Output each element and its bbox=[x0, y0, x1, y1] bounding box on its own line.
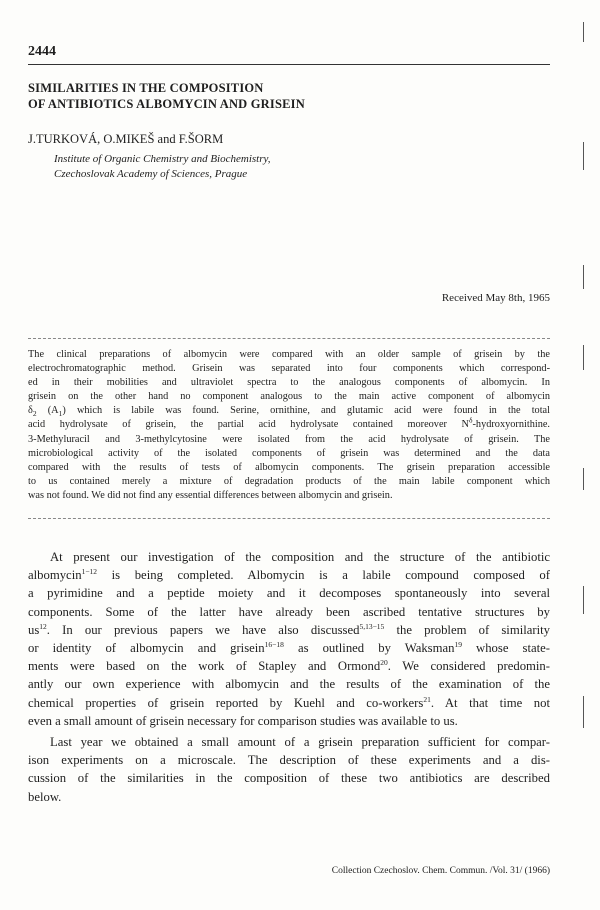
abstract-line: compared with the results of tests of albomycin components. The grisein preparation accessible bbox=[28, 461, 550, 473]
body-line bbox=[28, 621, 550, 639]
text-span: . In our previous papers we have also discussed bbox=[46, 622, 360, 637]
affiliation-line-1: Institute of Organic Chemistry and Biochemistry, bbox=[54, 153, 271, 165]
body-line: a pyrimidine and a peptide moiety and it decomposes spontaneously into several bbox=[28, 586, 550, 601]
page-number: 2444 bbox=[28, 44, 56, 59]
scan-margin-mark bbox=[583, 22, 584, 42]
text-span: ments were based on the work of Stapley and Ormond bbox=[28, 659, 381, 674]
citation: 19 bbox=[454, 639, 462, 649]
header-rule bbox=[28, 64, 550, 65]
citation: 12 bbox=[39, 621, 47, 631]
scan-margin-mark bbox=[583, 142, 584, 170]
text-span: ) which is labile was found. Serine, ornithine, and glutamic acid were found in the total bbox=[62, 405, 550, 417]
subscript: 2 bbox=[32, 409, 37, 419]
abstract-top-rule bbox=[28, 338, 550, 339]
body-line: even a small amount of grisein necessary for comparison studies was available to us. bbox=[28, 713, 458, 728]
superscript: δ bbox=[468, 416, 473, 426]
text-span: or identity of albomycin and grisein bbox=[28, 641, 265, 656]
abstract-line: 3-Methyluracil and 3-methylcytosine were isolated from the acid hydrolysate of grisein. The bbox=[28, 433, 550, 445]
citation: 20 bbox=[380, 657, 388, 667]
text-span: the problem of similarity bbox=[384, 622, 550, 637]
delta-symbol: δ bbox=[28, 405, 33, 417]
body-line bbox=[28, 694, 550, 712]
text-span: whose state- bbox=[461, 641, 550, 656]
text-span: . We considered predomin- bbox=[387, 659, 550, 674]
body-line: Last year we obtained a small amount of a grisein preparation sufficient for compar- bbox=[50, 735, 550, 750]
affiliation-line-2: Czechoslovak Academy of Sciences, Prague bbox=[54, 168, 248, 180]
text-span: us bbox=[28, 622, 40, 637]
body-line: antly our own experience with albomycin and the results of the examination of the bbox=[28, 677, 550, 692]
body-line bbox=[28, 639, 550, 657]
abstract-line bbox=[28, 418, 550, 432]
abstract-line: was not found. We did not find any essential differences between albomycin and grisein. bbox=[28, 489, 393, 501]
abstract-line: to us contained merely a mixture of degradation products of the main labile component which bbox=[28, 475, 550, 487]
body-line: below. bbox=[28, 789, 62, 804]
title-line-1: SIMILARITIES IN THE COMPOSITION bbox=[28, 81, 264, 95]
body-line: components. Some of the latter have already been ascribed tentative structures by bbox=[28, 604, 550, 619]
text-span: chemical properties of grisein reported by Kuehl and co-workers bbox=[28, 695, 424, 710]
body-line: ison experiments on a microscale. The description of these experiments and a dis- bbox=[28, 753, 550, 768]
abstract-line: microbiological activity of the isolated components of grisein was determined and the data bbox=[28, 447, 550, 459]
body-line: At present our investigation of the composition and the structure of the antibiotic bbox=[50, 550, 550, 564]
citation: 21 bbox=[423, 694, 431, 704]
scan-margin-mark bbox=[583, 586, 584, 614]
subscript: 1 bbox=[58, 409, 63, 419]
abstract-line: ed in their mobilities and ultraviolet spectra to the analogous components of albomycin. In bbox=[28, 377, 550, 389]
abstract-bottom-rule bbox=[28, 518, 550, 519]
body-text bbox=[28, 548, 550, 806]
journal-footer: Collection Czechoslov. Chem. Commun. /Vol. 31/ (1966) bbox=[331, 866, 550, 876]
citation: 1−12 bbox=[81, 566, 98, 576]
article-title bbox=[28, 80, 548, 112]
affiliation bbox=[54, 152, 271, 182]
citation: 5,13−15 bbox=[359, 621, 385, 631]
abstract-line: The clinical preparations of albomycin were compared with an older sample of grisein by the bbox=[28, 349, 550, 360]
body-line bbox=[28, 566, 550, 584]
scan-margin-mark bbox=[583, 345, 584, 370]
text-span: albomycin bbox=[28, 568, 82, 583]
text-span: -hydroxyornithine. bbox=[472, 419, 550, 431]
body-line: cussion of the similarities in the composition of these two antibiotics are described bbox=[28, 771, 550, 786]
scan-margin-mark bbox=[583, 265, 584, 289]
text-span: is being completed. Albomycin is a labile compound composed of bbox=[97, 568, 550, 583]
text-span: acid hydrolysate of grisein, the partial acid hydrolysate contained moreover N bbox=[28, 419, 469, 431]
body-line bbox=[28, 657, 550, 675]
title-line-2: OF ANTIBIOTICS ALBOMYCIN AND GRISEIN bbox=[28, 97, 305, 111]
scan-margin-mark bbox=[583, 696, 584, 728]
abstract bbox=[28, 348, 550, 503]
text-span: (A bbox=[36, 405, 59, 417]
abstract-line: grisein on the other hand no component analogous to the main active component of albomycin bbox=[28, 391, 550, 403]
received-date: Received May 8th, 1965 bbox=[441, 292, 550, 304]
text-span: as outlined by Waksman bbox=[283, 641, 455, 656]
scan-margin-mark bbox=[583, 468, 584, 490]
abstract-line: electrochromatographic method. Grisein was separated into four components which correspond- bbox=[28, 363, 550, 375]
text-span: . At that time not bbox=[430, 695, 550, 710]
citation: 16−18 bbox=[264, 639, 284, 649]
author-list: J.TURKOVÁ, O.MIKEŠ and F.ŠORM bbox=[28, 132, 224, 146]
